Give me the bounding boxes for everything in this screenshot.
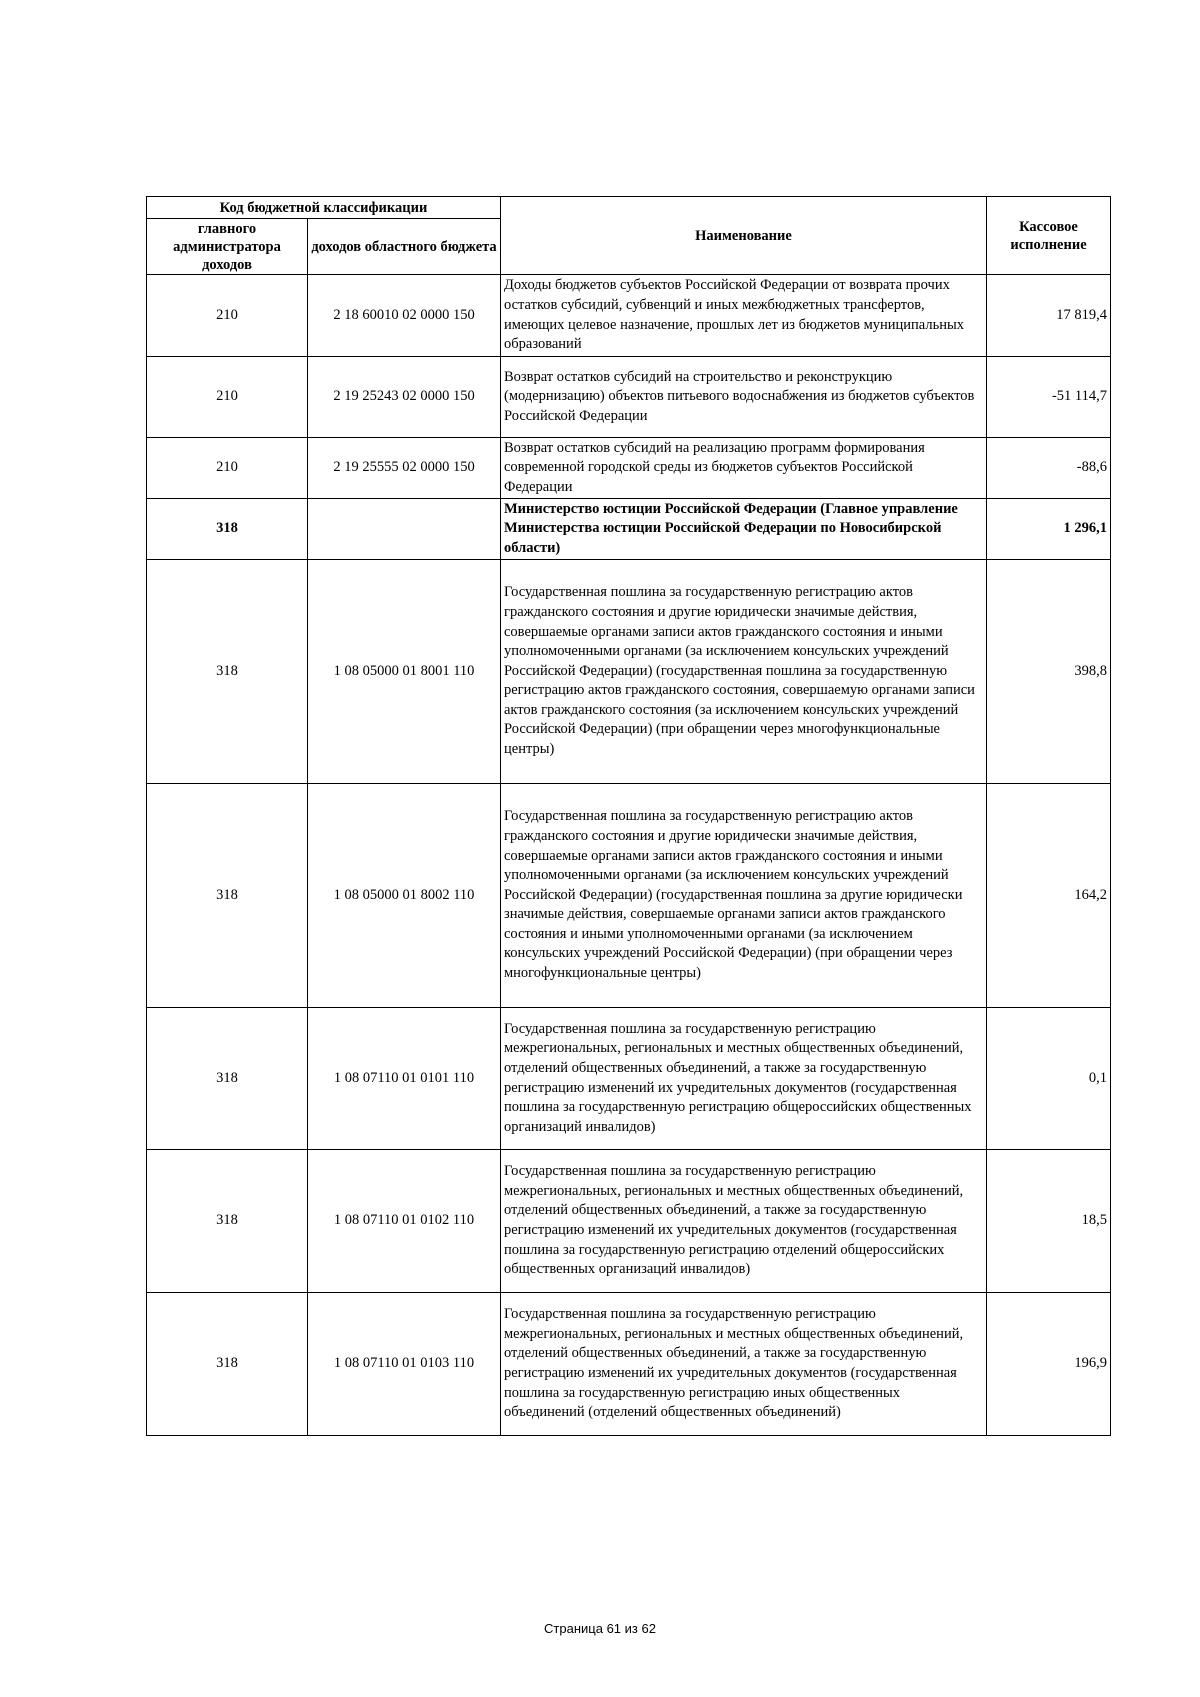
table-body — [147, 275, 1111, 1436]
income-code-cell: 1 08 07110 01 0103 110 — [308, 1293, 501, 1436]
income-code-cell — [308, 499, 501, 560]
income-code-cell: 1 08 07110 01 0101 110 — [308, 1008, 501, 1150]
admin-code-cell: 318 — [147, 1150, 308, 1293]
income-code-cell: 2 19 25555 02 0000 150 — [308, 438, 501, 499]
name-cell: Государственная пошлина за государственную регистрацию межрегиональных, региональных и местных общественных объединений, отделений общественных объединений, а также за государственную регистрацию изменений их учредительных документов (государственная пошлина за государственную регистрацию общероссийских общественных организаций инвалидов) — [501, 1008, 987, 1150]
name-cell: Государственная пошлина за государственную регистрацию межрегиональных, региональных и местных общественных объединений, отделений общественных объединений, а также за государственную регистрацию изменений их учредительных документов (государственная пошлина за государственную регистрацию иных общественных объединений (отделений общественных объединений) — [501, 1293, 987, 1436]
code-column-header: доходов областного бюджета — [308, 219, 501, 275]
name-cell: Государственная пошлина за государственную регистрацию межрегиональных, региональных и местных общественных объединений, отделений общественных объединений, а также за государственную регистрацию изменений их учредительных документов (государственная пошлина за государственную регистрацию отделений общероссийских общественных организаций инвалидов) — [501, 1150, 987, 1293]
income-code-cell: 1 08 05000 01 8001 110 — [308, 560, 501, 784]
income-code-cell: 2 19 25243 02 0000 150 — [308, 357, 501, 438]
amount-cell: 164,2 — [987, 784, 1111, 1008]
income-code-cell: 1 08 05000 01 8002 110 — [308, 784, 501, 1008]
amount-cell: -51 114,7 — [987, 357, 1111, 438]
admin-code-cell: 210 — [147, 438, 308, 499]
table-row — [147, 275, 1111, 357]
budget-table — [146, 196, 1111, 1436]
table-row — [147, 499, 1111, 560]
income-code-cell: 1 08 07110 01 0102 110 — [308, 1150, 501, 1293]
table-header — [147, 197, 1111, 275]
amount-column-header: Кассовое исполнение — [987, 197, 1111, 275]
admin-code-cell: 318 — [147, 784, 308, 1008]
table-row — [147, 784, 1111, 1008]
amount-cell: 18,5 — [987, 1150, 1111, 1293]
budget-code-group-header: Код бюджетной классификации — [147, 197, 501, 219]
table-row — [147, 1293, 1111, 1436]
amount-cell: 196,9 — [987, 1293, 1111, 1436]
name-cell: Государственная пошлина за государственную регистрацию актов гражданского состояния и другие юридически значимые действия, совершаемые органами записи актов гражданского состояния и иными уполномоченными органами (за исключением консульских учреждений Российской Федерации) (государственная пошлина за государственную регистрацию актов гражданского состояния, совершаемую органами записи актов гражданского состояния (за исключением консульских учреждений Российской Федерации) (при обращении через многофункциональные центры) — [501, 560, 987, 784]
admin-code-cell: 210 — [147, 275, 308, 357]
amount-cell: 0,1 — [987, 1008, 1111, 1150]
name-cell: Доходы бюджетов субъектов Российской Федерации от возврата прочих остатков субсидий, субвенций и иных межбюджетных трансфертов, имеющих целевое назначение, прошлых лет из бюджетов муниципальных образований — [501, 275, 987, 357]
name-cell: Возврат остатков субсидий на реализацию программ формирования современной городской среды из бюджетов субъектов Российской Федерации — [501, 438, 987, 499]
table-row — [147, 438, 1111, 499]
table-row — [147, 1150, 1111, 1293]
name-column-header: Наименование — [501, 197, 987, 275]
table-row — [147, 357, 1111, 438]
admin-column-header: главного администратора доходов — [147, 219, 308, 275]
admin-code-cell: 318 — [147, 499, 308, 560]
admin-code-cell: 318 — [147, 1293, 308, 1436]
admin-code-cell: 318 — [147, 560, 308, 784]
table-row — [147, 560, 1111, 784]
name-cell: Министерство юстиции Российской Федерации (Главное управление Министерства юстиции Российской Федерации по Новосибирской области) — [501, 499, 987, 560]
admin-code-cell: 318 — [147, 1008, 308, 1150]
income-code-cell: 2 18 60010 02 0000 150 — [308, 275, 501, 357]
amount-cell: 17 819,4 — [987, 275, 1111, 357]
amount-cell: -88,6 — [987, 438, 1111, 499]
name-cell: Государственная пошлина за государственную регистрацию актов гражданского состояния и другие юридически значимые действия, совершаемые органами записи актов гражданского состояния и иными уполномоченными органами (за исключением консульских учреждений Российской Федерации) (государственная пошлина за другие юридически значимые действия, совершаемые органами записи актов гражданского состояния и иными уполномоченными органами (за исключением консульских учреждений Российской Федерации) (при обращении через многофункциональные центры) — [501, 784, 987, 1008]
amount-cell: 1 296,1 — [987, 499, 1111, 560]
amount-cell: 398,8 — [987, 560, 1111, 784]
table-row — [147, 1008, 1111, 1150]
name-cell: Возврат остатков субсидий на строительство и реконструкцию (модернизацию) объектов питьевого водоснабжения из бюджетов субъектов Российской Федерации — [501, 357, 987, 438]
admin-code-cell: 210 — [147, 357, 308, 438]
page-number: Страница 61 из 62 — [544, 1621, 656, 1636]
